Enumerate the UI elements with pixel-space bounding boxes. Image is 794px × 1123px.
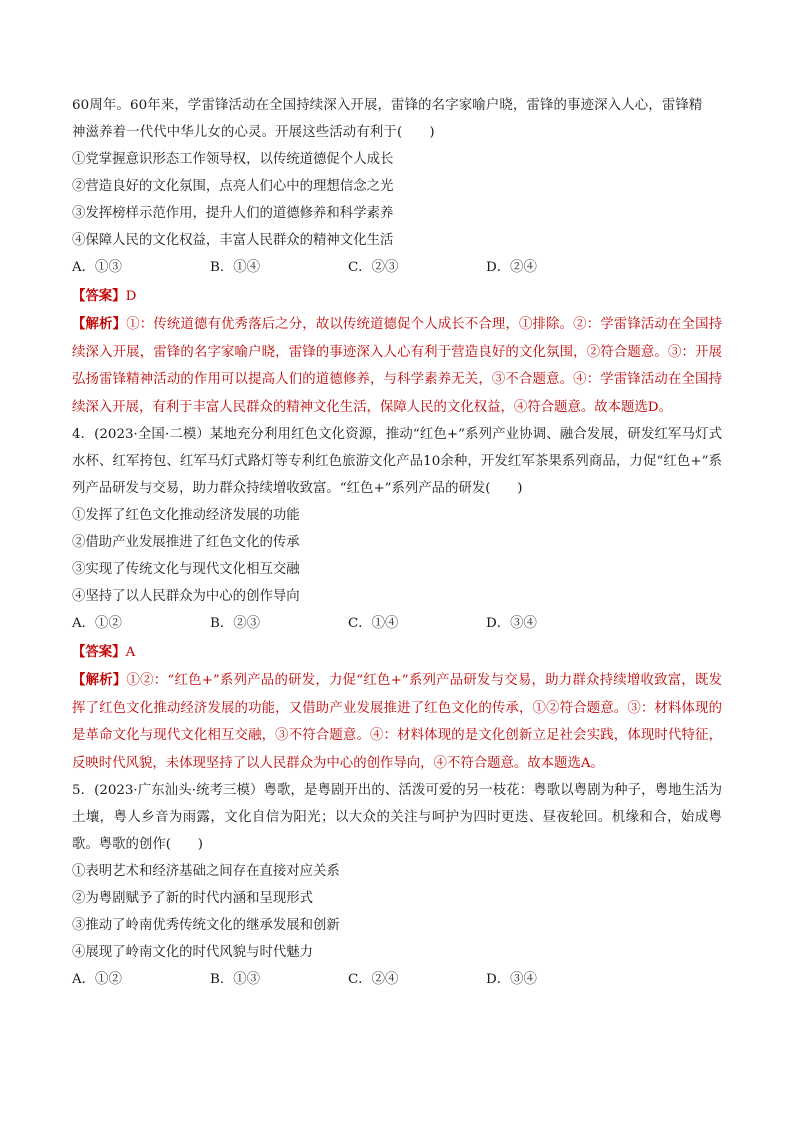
- answer-value: A: [125, 645, 136, 660]
- answer-choices: [72, 254, 722, 282]
- answer-value: D: [125, 289, 137, 304]
- option-statement: ①党掌握意识形态工作领导权，以传统道德促个人成长: [72, 152, 394, 167]
- answer-line: [72, 638, 722, 667]
- choice-b: B．①③: [210, 972, 261, 987]
- answer-tag: 【答案】: [72, 288, 126, 304]
- explanation: [72, 311, 722, 421]
- choice-d: D．③④: [486, 972, 537, 987]
- option-statement: ④展现了岭南文化的时代风貌与时代魅力: [72, 945, 314, 960]
- question-stem-line: 神滋养着一代代中华儿女的心灵。开展这些活动有利于( ): [72, 125, 435, 140]
- option-statement: ①表明艺术和经济基础之间存在直接对应关系: [72, 864, 340, 879]
- choice-a: A．①②: [72, 972, 122, 987]
- question-3: [72, 92, 722, 421]
- choice-b: B．②③: [210, 616, 261, 631]
- question-5: [72, 777, 722, 994]
- option-statement: ②为粤剧赋予了新的时代内涵和呈现形式: [72, 891, 314, 906]
- option-statement: ③发挥榜样示范作用，提升人们的道德修养和科学素养: [72, 206, 394, 221]
- explanation-tag: 【解析】: [72, 316, 127, 332]
- option-statement: ②借助产业发展推进了红色文化的传承: [72, 535, 300, 550]
- choice-b: B．①④: [210, 260, 261, 275]
- question-4: [72, 421, 722, 777]
- answer-choices: [72, 610, 722, 638]
- choice-a: A．①②: [72, 616, 122, 631]
- option-statement: ①发挥了红色文化推动经济发展的功能: [72, 508, 300, 523]
- choice-c: C．②③: [348, 260, 399, 275]
- choice-d: D．③④: [486, 616, 537, 631]
- explanation-text: ①：传统道德有优秀落后之分，故以传统道德促个人成长不合理，①排除。②：学雷锋活动在全国持续深入开展，雷锋的名字家喻户晓，雷锋的事迹深入人心有利于营造良好的文化氛围，②符合题意。③：开展弘扬雷锋精神活动的作用可以提高人们的道德修养，与科学素养无关，③不合题意。④：学雷锋活动在全国持续深入开展，有利于丰富人民群众的精神文化生活，保障人民的文化权益，④符合题意。故本题选D。: [72, 317, 723, 415]
- option-statement: ③实现了传统文化与现代文化相互交融: [72, 562, 300, 577]
- option-statement: ③推动了岭南优秀传统文化的继承发展和创新: [72, 918, 340, 933]
- question-stem-line: 60周年。60年来，学雷锋活动在全国持续深入开展，雷锋的名字家喻户晓，雷锋的事迹深入人心，雷锋精: [72, 98, 703, 113]
- choice-d: D．②④: [486, 260, 537, 275]
- answer-choices: [72, 966, 722, 994]
- choice-c: C．①④: [348, 616, 399, 631]
- option-statement: ④坚持了以人民群众为中心的创作导向: [72, 589, 300, 604]
- option-statement: ④保障人民的文化权益，丰富人民群众的精神文化生活: [72, 233, 394, 248]
- explanation-tag: 【解析】: [72, 672, 127, 688]
- choice-a: A．①③: [72, 260, 122, 275]
- answer-tag: 【答案】: [72, 644, 126, 660]
- document-page: [72, 92, 722, 994]
- choice-c: C．②④: [348, 972, 399, 987]
- question-stem: 4．(2023·全国·二模）某地充分利用红色文化资源，推动“红色+”系列产业协调、融合发展，研发红军马灯式水杯、红军挎包、红军马灯式路灯等专利红色旅游文化产品10余种，开发红军茶果系列商品，力促“红色+”系列产品研发与交易，助力群众持续增收致富。“红色+”系列产品的研发( ): [72, 427, 722, 496]
- answer-line: [72, 282, 722, 311]
- explanation: [72, 667, 722, 777]
- question-stem: 5．(2023·广东汕头·统考三模）粤歌，是粤剧开出的、活泼可爱的另一枝花：粤歌以粤剧为种子，粤地生活为土壤，粤人乡音为雨露，文化自信为阳光；以大众的关注与呵护为四时更迭、昼夜轮回。机缘和合，始成粤歌。粤歌的创作( ): [72, 783, 722, 852]
- explanation-text: ①②：“红色+”系列产品的研发，力促“红色+”系列产品研发与交易，助力群众持续增收致富，既发挥了红色文化推动经济发展的功能，又借助产业发展推进了红色文化的传承，①②符合题意。③：材料体现的是革命文化与现代文化相互交融，③不符合题意。④：材料体现的是文化创新立足社会实践，体现时代特征，反映时代风貌，未体现坚持了以人民群众为中心的创作导向，④不符合题意。故本题选A。: [72, 673, 722, 771]
- option-statement: ②营造良好的文化氛围，点亮人们心中的理想信念之光: [72, 179, 394, 194]
